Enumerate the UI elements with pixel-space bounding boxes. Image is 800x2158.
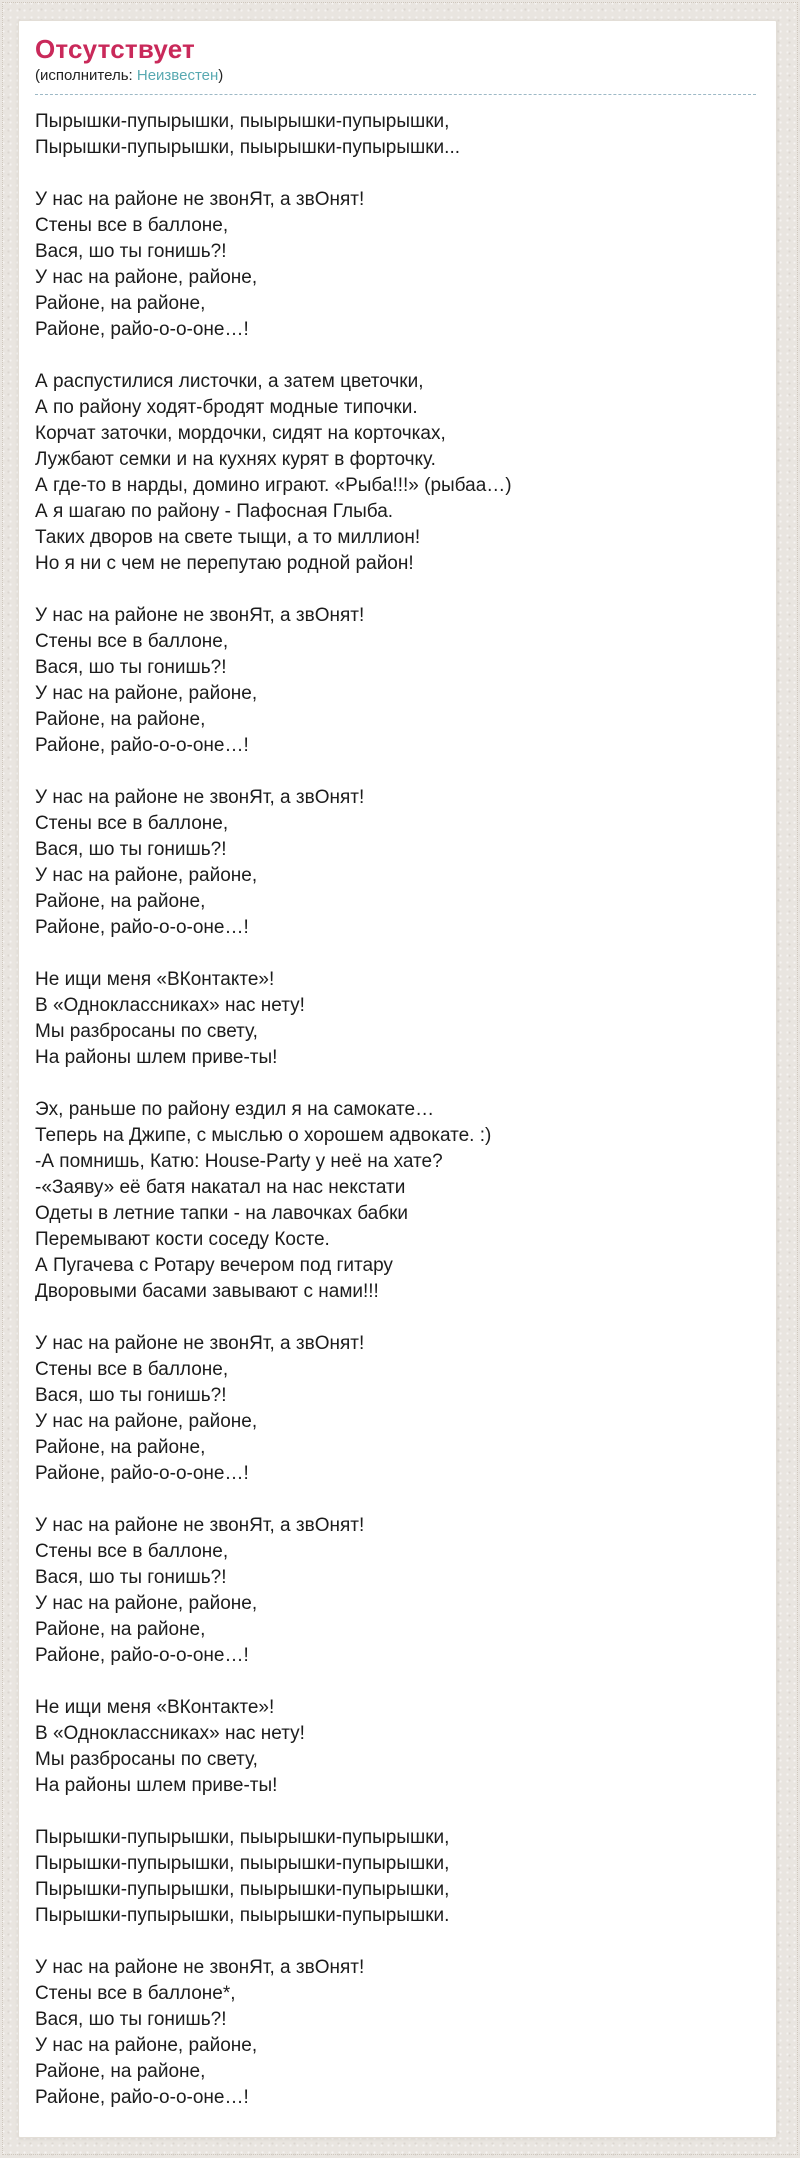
lyrics-line: Стены все в баллоне, bbox=[35, 813, 229, 834]
lyrics-line: Теперь на Джипе, с мыслью о хорошем адвокате. :) bbox=[35, 1125, 492, 1146]
lyrics-line: У нас на районе, районе, bbox=[35, 1593, 258, 1614]
stanza bbox=[35, 369, 756, 577]
lyrics-line: Районе, райо-о-о-оне…! bbox=[35, 2087, 249, 2108]
lyrics-line: Корчат заточки, мордочки, сидят на корточках, bbox=[35, 423, 446, 444]
lyrics-line: У нас на районе не звонЯт, а звОнят! bbox=[35, 605, 365, 626]
lyrics-line: У нас на районе, районе, bbox=[35, 2035, 258, 2056]
lyrics-card bbox=[18, 20, 777, 2138]
lyrics-text bbox=[35, 109, 756, 2111]
lyrics-line: У нас на районе, районе, bbox=[35, 267, 258, 288]
lyrics-line: Не ищи меня «ВКонтакте»! bbox=[35, 1697, 275, 1718]
stanza bbox=[35, 1331, 756, 1487]
lyrics-line: В «Одноклассниках» нас нету! bbox=[35, 995, 305, 1016]
lyrics-line: А Пугачева с Ротару вечером под гитару bbox=[35, 1255, 393, 1276]
lyrics-line: Стены все в баллоне*, bbox=[35, 1983, 236, 2004]
artist-line bbox=[35, 66, 756, 95]
lyrics-line: На районы шлем приве-ты! bbox=[35, 1775, 278, 1796]
lyrics-line: Вася, шо ты гонишь?! bbox=[35, 2009, 227, 2030]
song-title: Отсутствует bbox=[35, 34, 195, 64]
stanza bbox=[35, 109, 756, 161]
lyrics-line: Пырышки-пупырышки, пыырышки-пупырышки. bbox=[35, 1905, 450, 1926]
lyrics-line: У нас на районе не звонЯт, а звОнят! bbox=[35, 1333, 365, 1354]
lyrics-line: Вася, шо ты гонишь?! bbox=[35, 1385, 227, 1406]
lyrics-line: Пырышки-пупырышки, пыырышки-пупырышки... bbox=[35, 137, 460, 158]
lyrics-line: Пырышки-пупырышки, пыырышки-пупырышки, bbox=[35, 1827, 450, 1848]
lyrics-line: -А помнишь, Катю: House-Party у неё на хате? bbox=[35, 1151, 443, 1172]
lyrics-line: Не ищи меня «ВКонтакте»! bbox=[35, 969, 275, 990]
lyrics-line: Одеты в летние тапки - на лавочках бабки bbox=[35, 1203, 409, 1224]
lyrics-line: Районе, райо-о-о-оне…! bbox=[35, 319, 249, 340]
stanza bbox=[35, 187, 756, 343]
artist-label-prefix: (исполнитель: bbox=[35, 67, 137, 84]
stanza bbox=[35, 603, 756, 759]
stanza bbox=[35, 785, 756, 941]
lyrics-line: А я шагаю по району - Пафосная Глыба. bbox=[35, 501, 394, 522]
lyrics-line: У нас на районе, районе, bbox=[35, 1411, 258, 1432]
artist-label-suffix: ) bbox=[218, 67, 224, 84]
lyrics-line: На районы шлем приве-ты! bbox=[35, 1047, 278, 1068]
stanza bbox=[35, 1695, 756, 1799]
lyrics-line: В «Одноклассниках» нас нету! bbox=[35, 1723, 305, 1744]
lyrics-line: Районе, на районе, bbox=[35, 1619, 206, 1640]
lyrics-line: Лужбают семки и на кухнях курят в форточку. bbox=[35, 449, 436, 470]
lyrics-line: Районе, на районе, bbox=[35, 891, 206, 912]
lyrics-line: А распустилися листочки, а затем цветочки, bbox=[35, 371, 424, 392]
lyrics-line: Районе, на районе, bbox=[35, 293, 206, 314]
lyrics-line: У нас на районе не звонЯт, а звОнят! bbox=[35, 787, 365, 808]
lyrics-line: У нас на районе не звонЯт, а звОнят! bbox=[35, 189, 365, 210]
lyrics-line: Мы разбросаны по свету, bbox=[35, 1749, 258, 1770]
lyrics-line: -«Заяву» её батя накатал на нас некстати bbox=[35, 1177, 406, 1198]
lyrics-line: Пырышки-пупырышки, пыырышки-пупырышки, bbox=[35, 1879, 450, 1900]
lyrics-line: Таких дворов на свете тыщи, а то миллион! bbox=[35, 527, 421, 548]
lyrics-line: Стены все в баллоне, bbox=[35, 1359, 229, 1380]
lyrics-line: Дворовыми басами завывают с нами!!! bbox=[35, 1281, 379, 1302]
lyrics-line: Пырышки-пупырышки, пыырышки-пупырышки, bbox=[35, 111, 450, 132]
lyrics-line: Вася, шо ты гонишь?! bbox=[35, 241, 227, 262]
lyrics-line: Вася, шо ты гонишь?! bbox=[35, 1567, 227, 1588]
lyrics-line: Но я ни с чем не перепутаю родной район! bbox=[35, 553, 414, 574]
lyrics-line: Эх, раньше по району ездил я на самокате… bbox=[35, 1099, 435, 1120]
stanza bbox=[35, 1097, 756, 1305]
lyrics-line: Стены все в баллоне, bbox=[35, 1541, 229, 1562]
stanza bbox=[35, 1513, 756, 1669]
lyrics-line: Перемывают кости соседу Косте. bbox=[35, 1229, 330, 1250]
lyrics-line: Районе, на районе, bbox=[35, 1437, 206, 1458]
lyrics-line: Вася, шо ты гонишь?! bbox=[35, 839, 227, 860]
lyrics-line: Пырышки-пупырышки, пыырышки-пупырышки, bbox=[35, 1853, 450, 1874]
lyrics-line: Районе, райо-о-о-оне…! bbox=[35, 735, 249, 756]
stanza bbox=[35, 1825, 756, 1929]
lyrics-line: Районе, на районе, bbox=[35, 2061, 206, 2082]
lyrics-line: Районе, райо-о-о-оне…! bbox=[35, 917, 249, 938]
lyrics-line: А где-то в нарды, домино играют. «Рыба!!!» (рыбаа…) bbox=[35, 475, 512, 496]
lyrics-line: Районе, райо-о-о-оне…! bbox=[35, 1463, 249, 1484]
lyrics-line: Стены все в баллоне, bbox=[35, 215, 229, 236]
lyrics-line: А по району ходят-бродят модные типочки. bbox=[35, 397, 418, 418]
lyrics-line: У нас на районе не звонЯт, а звОнят! bbox=[35, 1957, 365, 1978]
lyrics-line: Районе, райо-о-о-оне…! bbox=[35, 1645, 249, 1666]
lyrics-line: У нас на районе не звонЯт, а звОнят! bbox=[35, 1515, 365, 1536]
lyrics-line: Районе, на районе, bbox=[35, 709, 206, 730]
lyrics-line: Мы разбросаны по свету, bbox=[35, 1021, 258, 1042]
artist-link[interactable]: Неизвестен bbox=[136, 67, 219, 84]
lyrics-line: У нас на районе, районе, bbox=[35, 865, 258, 886]
lyrics-line: Стены все в баллоне, bbox=[35, 631, 229, 652]
stanza bbox=[35, 1955, 756, 2111]
lyrics-line: У нас на районе, районе, bbox=[35, 683, 258, 704]
stanza bbox=[35, 967, 756, 1071]
lyrics-line: Вася, шо ты гонишь?! bbox=[35, 657, 227, 678]
